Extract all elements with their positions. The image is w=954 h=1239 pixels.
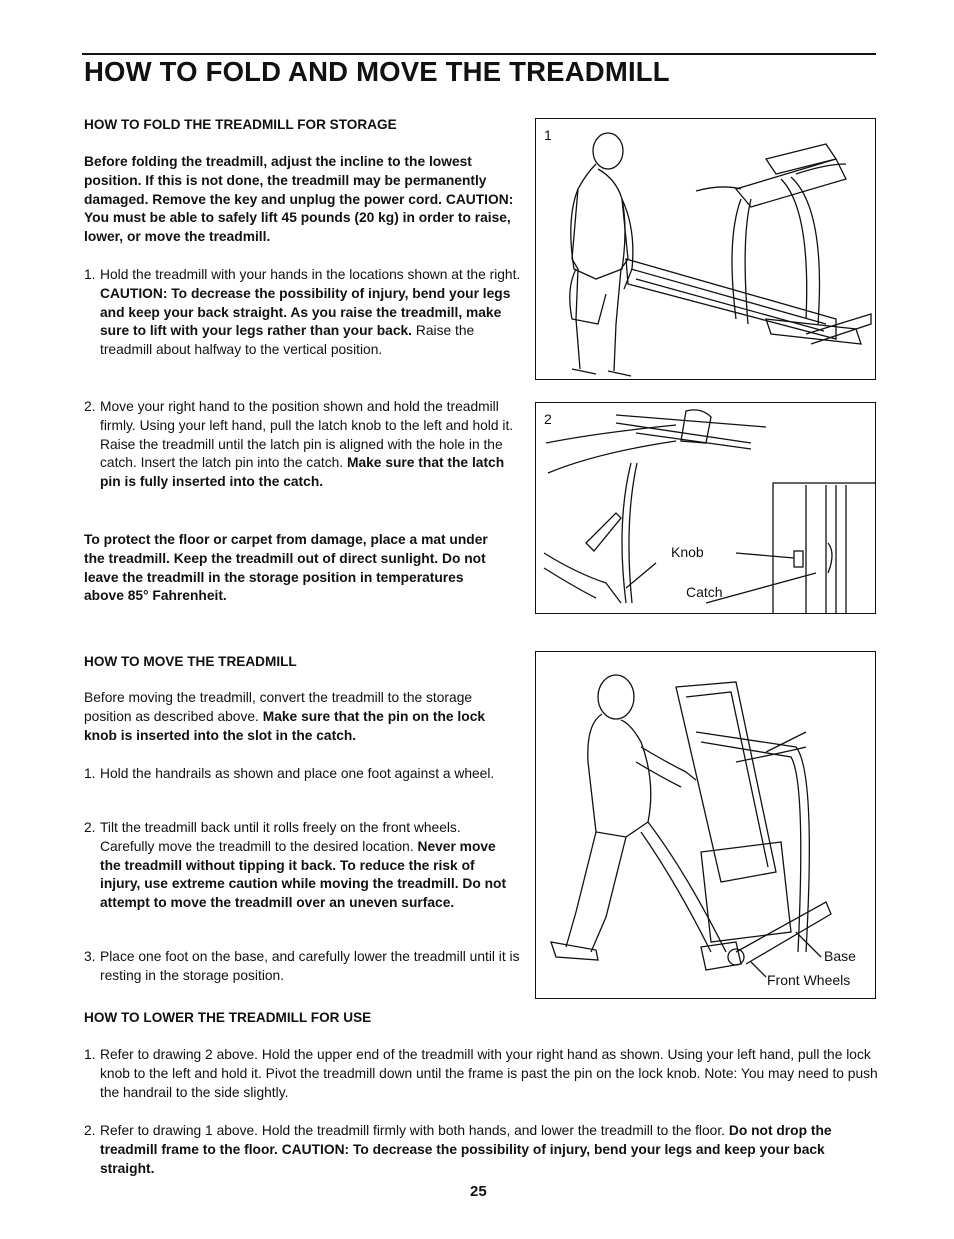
page-title: HOW TO FOLD AND MOVE THE TREADMILL [84,56,670,87]
step-number: 1. [84,267,96,282]
step-text: Move your right hand to the position shown and hold the treadmill firmly. Using your left hand, pull the latch knob to the left and hold it. Raise the treadmill until the latch pin is aligned with the hole in the catch. Insert the latch pin into the catch. [100,399,514,471]
step-text: Raise the treadmill about halfway to the vertical position. [100,323,475,358]
figure-1 [535,118,876,380]
move-intro [84,689,514,745]
figure-1-illustration [536,119,876,380]
step-number: 1. [84,1047,96,1062]
lower-heading: HOW TO LOWER THE TREADMILL FOR USE [84,1010,372,1025]
step-text: Place one foot on the base, and carefully lower the treadmill until it is resting in the storage position. [100,949,520,983]
step-number: 1. [84,766,96,781]
figure-number: 1 [544,127,552,143]
move-heading: HOW TO MOVE THE TREADMILL [84,654,297,669]
move-step-1 [84,765,524,784]
lower-step-1 [84,1046,879,1102]
figure-2 [535,402,876,614]
figure-2-illustration [536,403,876,614]
step-number: 2. [84,1123,96,1138]
storage-step-2 [84,398,524,492]
figure-3-illustration [536,652,876,999]
step-text: Refer to drawing 2 above. Hold the upper end of the treadmill with your right hand as shown. Using your left hand, pull the lock knob to the left and hold it. Pivot the treadmill down until the frame is past the pin on the lock knob. Note: You may need to push the handrail to the side slightly. [100,1047,878,1100]
label-catch: Catch [686,584,723,600]
step-number: 2. [84,820,96,835]
storage-heading: HOW TO FOLD THE TREADMILL FOR STORAGE [84,117,397,132]
step-number: 3. [84,949,96,964]
storage-warning: To protect the floor or carpet from damage, place a mat under the treadmill. Keep the treadmill out of direct sunlight. Do not leave the treadmill in the storage position in temperatures above 85° Fahrenheit. [84,532,488,604]
label-base: Base [824,948,856,964]
intro-text: Before moving the treadmill, convert the treadmill to the storage position as described above. [84,690,473,724]
step-text: Hold the treadmill with your hands in the locations shown at the right. [100,267,521,282]
figure-3 [535,651,876,999]
step-caution: Do not drop the treadmill frame to the floor. CAUTION: To decrease the possibility of injury, bend your legs and keep your back straight. [100,1123,832,1176]
step-caution: Make sure that the latch pin is fully inserted into the catch. [100,455,505,490]
step-caution: Never move the treadmill without tipping it back. To reduce the risk of injury, use extreme caution while moving the treadmill. Do not attempt to move the treadmill over an uneven surface. [100,838,507,911]
step-caution: CAUTION: To decrease the possibility of injury, bend your legs and keep your back straight. As you raise the treadmill, make sure to lift with your legs rather than your back. [100,285,511,339]
page-number: 25 [470,1183,487,1200]
title-rule [82,53,876,55]
step-number: 2. [84,399,96,414]
figure-number: 2 [544,411,552,427]
step-text: Refer to drawing 1 above. Hold the treadmill firmly with both hands, and lower the treadmill to the floor. [100,1123,726,1138]
storage-intro: Before folding the treadmill, adjust the incline to the lowest position. If this is not done, the treadmill may be permanently damaged. Remove the key and unplug the power cord. CAUTION: You must be able to safely lift 45 pounds (20 kg) in order to raise, lower, or move the treadmill. [84,154,514,245]
move-step-3 [84,948,524,986]
lower-step-2 [84,1122,879,1178]
label-front-wheels: Front Wheels [767,972,851,988]
intro-caution: Make sure that the pin on the lock knob is inserted into the slot in the catch. [84,708,486,743]
step-text: Hold the handrails as shown and place one foot against a wheel. [100,766,495,781]
storage-step-1 [84,266,524,360]
label-knob: Knob [671,544,704,560]
move-step-2 [84,819,514,913]
step-text: Tilt the treadmill back until it rolls freely on the front wheels. Carefully move the treadmill to the desired location. [100,820,461,854]
